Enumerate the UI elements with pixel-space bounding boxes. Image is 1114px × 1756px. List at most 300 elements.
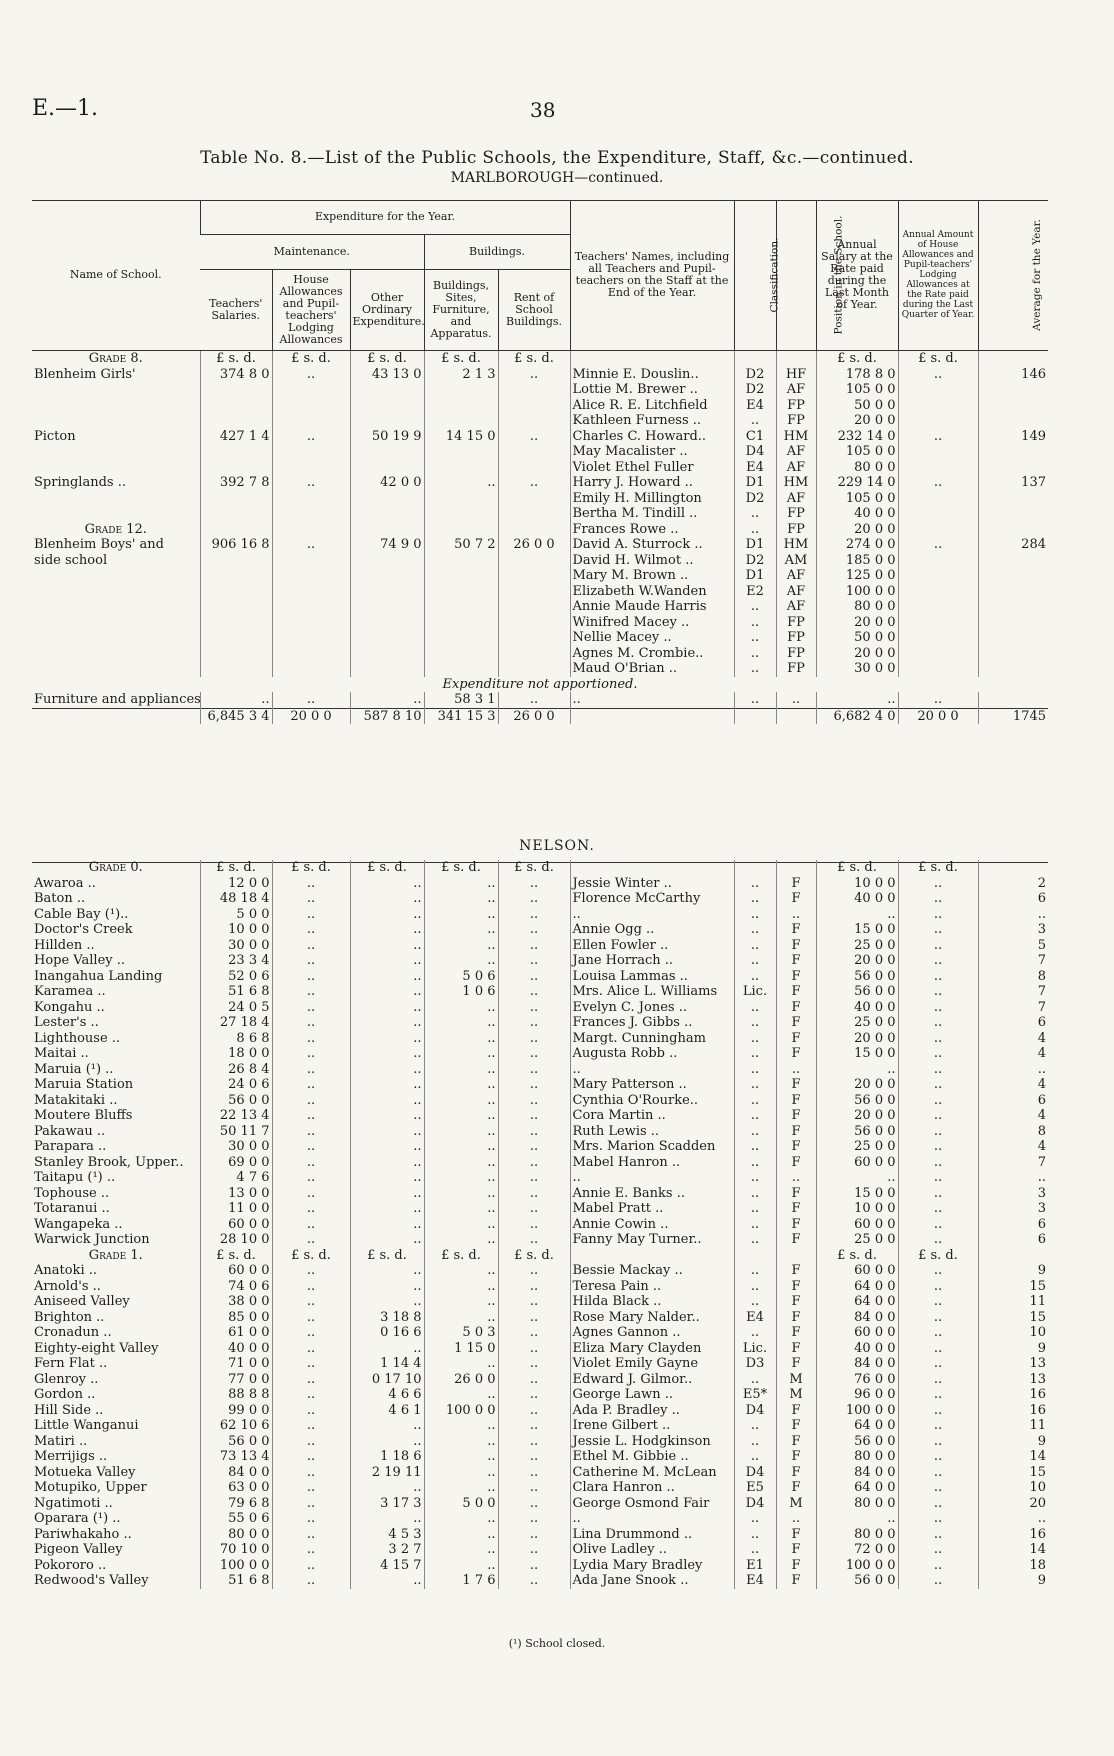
school-name: Kongahu ..	[34, 999, 105, 1015]
table-row	[32, 351, 1048, 367]
position: AF	[776, 444, 816, 460]
house-allowances: ..	[272, 1263, 350, 1279]
classification: E4	[734, 460, 776, 476]
buildings-sites: ..	[424, 1217, 498, 1233]
annual-salary: 60 0 0	[816, 1263, 898, 1279]
house-allowances: ..	[272, 1217, 350, 1233]
other-expenditure	[350, 382, 424, 398]
house-allowances: ..	[272, 475, 350, 491]
school-name: Ngatimoti ..	[34, 1495, 113, 1511]
annual-salary: 20 0 0	[816, 1108, 898, 1124]
teacher-name: Agnes M. Crombie..	[570, 646, 734, 662]
buildings-sites: 1 15 0	[424, 1341, 498, 1357]
salaries: 13 0 0	[200, 1186, 272, 1202]
rent: ..	[498, 1201, 570, 1217]
rent: ..	[498, 1511, 570, 1527]
annual-salary: 20 0 0	[816, 522, 898, 538]
other-expenditure: 3 18 8	[350, 1310, 424, 1326]
table-row	[32, 537, 1048, 553]
rent: ..	[498, 1077, 570, 1093]
other-expenditure: 50 19 9	[350, 429, 424, 445]
other-expenditure	[350, 444, 424, 460]
school-name: Eighty-eight Valley	[34, 1340, 159, 1356]
annual-salary: 84 0 0	[816, 1356, 898, 1372]
col-teachers: Teachers' Names, including all Teachers and Pupil-teachers on the Staff at the End of the Year.	[570, 200, 734, 351]
position: F	[776, 984, 816, 1000]
other-expenditure: ..	[350, 907, 424, 923]
average: 14	[978, 1542, 1048, 1558]
salaries: 4 7 6	[200, 1170, 272, 1186]
house-allowances: ..	[272, 1558, 350, 1574]
lsd-header: £ s. d.	[350, 860, 424, 876]
table-row	[32, 1232, 1048, 1248]
other-expenditure	[350, 646, 424, 662]
school-name: Pakawau ..	[34, 1123, 106, 1139]
buildings-sites: ..	[424, 1356, 498, 1372]
annual-salary: 64 0 0	[816, 1480, 898, 1496]
average: 4	[978, 1108, 1048, 1124]
position: AF	[776, 584, 816, 600]
allowance: ..	[898, 1434, 978, 1450]
average	[978, 382, 1048, 398]
allowance: ..	[898, 1465, 978, 1481]
other-expenditure: 43 13 0	[350, 367, 424, 383]
col-salary: Annual Salary at the Rate paid during the Last Month of Year.	[816, 200, 898, 351]
allowance: ..	[898, 1108, 978, 1124]
table-row	[32, 475, 1048, 491]
school-name: Fern Flat ..	[34, 1356, 108, 1371]
school-name: Matakitaki ..	[34, 1092, 118, 1108]
school-name: Aniseed Valley	[34, 1294, 130, 1309]
salaries: 60 0 0	[200, 1263, 272, 1279]
buildings-sites: ..	[424, 1155, 498, 1171]
school-name	[32, 460, 200, 476]
other-expenditure: 0 17 10	[350, 1372, 424, 1388]
lsd-header	[570, 351, 734, 367]
rent: ..	[498, 1542, 570, 1558]
col-classification: Classification.	[734, 200, 776, 351]
classification: ..	[734, 1263, 776, 1279]
salaries: 85 0 0	[200, 1310, 272, 1326]
position: ..	[776, 1062, 816, 1078]
school-name: Taitapu (¹) ..	[34, 1170, 116, 1185]
buildings-sites	[424, 568, 498, 584]
table-row	[32, 876, 1048, 892]
house-allowances: ..	[272, 984, 350, 1000]
buildings-sites: ..	[424, 907, 498, 923]
other-expenditure: ..	[350, 1108, 424, 1124]
table-row	[32, 1248, 1048, 1264]
classification: D2	[734, 491, 776, 507]
house-allowances: ..	[272, 1062, 350, 1078]
teacher-name: Annie Maude Harris	[570, 599, 734, 615]
house-allowances: ..	[272, 1294, 350, 1310]
house-allowances	[272, 646, 350, 662]
annual-salary: 80 0 0	[816, 460, 898, 476]
rent: ..	[498, 1186, 570, 1202]
grade-heading: Grade 12.	[84, 521, 147, 537]
salaries: 30 0 0	[200, 1139, 272, 1155]
classification: ..	[734, 1155, 776, 1171]
rent: ..	[498, 1155, 570, 1171]
buildings-sites: ..	[424, 1294, 498, 1310]
table-row	[32, 1170, 1048, 1186]
position: HM	[776, 429, 816, 445]
classification: ..	[734, 1046, 776, 1062]
position: F	[776, 1542, 816, 1558]
teacher-name: Mrs. Alice L. Williams	[570, 984, 734, 1000]
col-name: Name of School.	[32, 200, 200, 351]
salaries: 392 7 8	[200, 475, 272, 491]
school-name: Maitai ..	[34, 1046, 89, 1061]
teacher-name: Clara Hanron ..	[570, 1480, 734, 1496]
allowance	[898, 382, 978, 398]
allowance	[898, 491, 978, 507]
teacher-name: Jane Horrach ..	[570, 953, 734, 969]
school-name: Blenheim Girls'	[34, 366, 136, 382]
house-allowances: ..	[272, 1573, 350, 1589]
allowance: ..	[898, 1403, 978, 1419]
buildings-sites: ..	[424, 1186, 498, 1202]
position: F	[776, 1279, 816, 1295]
salaries: 56 0 0	[200, 1093, 272, 1109]
salaries	[200, 630, 272, 646]
annual-salary: 10 0 0	[816, 876, 898, 892]
average: 3	[978, 1201, 1048, 1217]
house-allowances: ..	[272, 1403, 350, 1419]
rent: ..	[498, 1573, 570, 1589]
table-row	[32, 984, 1048, 1000]
other-expenditure: ..	[350, 876, 424, 892]
rent: ..	[498, 475, 570, 491]
average: 11	[978, 1294, 1048, 1310]
other-expenditure	[350, 615, 424, 631]
average: 4	[978, 1139, 1048, 1155]
classification: E4	[734, 1573, 776, 1589]
classification: ..	[734, 413, 776, 429]
average: 8	[978, 1124, 1048, 1140]
position: F	[776, 1263, 816, 1279]
lsd-header: £ s. d.	[200, 351, 272, 367]
total-position	[776, 708, 816, 724]
school-name: Gordon ..	[34, 1387, 96, 1402]
salaries: 62 10 6	[200, 1418, 272, 1434]
position: F	[776, 1480, 816, 1496]
marlborough-table	[32, 200, 1048, 724]
table-row	[32, 1527, 1048, 1543]
position: ..	[776, 907, 816, 923]
house-allowances: ..	[272, 1387, 350, 1403]
house-allowances: ..	[272, 1465, 350, 1481]
position: F	[776, 1201, 816, 1217]
house-allowances: ..	[272, 1418, 350, 1434]
position: FP	[776, 615, 816, 631]
school-name: Totaranui ..	[34, 1201, 110, 1216]
position: F	[776, 938, 816, 954]
average: 16	[978, 1527, 1048, 1543]
average: 3	[978, 922, 1048, 938]
rent	[498, 615, 570, 631]
allowance: ..	[898, 367, 978, 383]
rent: ..	[498, 1294, 570, 1310]
allowance	[898, 630, 978, 646]
classification: E4	[734, 398, 776, 414]
annual-salary: 60 0 0	[816, 1155, 898, 1171]
salaries: 38 0 0	[200, 1294, 272, 1310]
teacher-name: Rose Mary Nalder..	[570, 1310, 734, 1326]
house-allowances: ..	[272, 922, 350, 938]
classification: ..	[734, 1511, 776, 1527]
school-name: Parapara ..	[34, 1139, 107, 1154]
rent: ..	[498, 1139, 570, 1155]
teacher-name: Annie Ogg ..	[570, 922, 734, 938]
school-name	[32, 444, 200, 460]
teacher-name: Elizabeth W.Wanden	[570, 584, 734, 600]
table-row	[32, 646, 1048, 662]
col-other: Other Ordinary Expenditure.	[350, 270, 424, 351]
buildings-sites	[424, 413, 498, 429]
average: 5	[978, 938, 1048, 954]
buildings-sites: ..	[424, 1310, 498, 1326]
allowance	[898, 553, 978, 569]
position: F	[776, 1139, 816, 1155]
table-row	[32, 1465, 1048, 1481]
allowance	[898, 522, 978, 538]
other-expenditure: ..	[350, 1434, 424, 1450]
salaries: 906 16 8	[200, 537, 272, 553]
annual-salary: 100 0 0	[816, 1403, 898, 1419]
annual-salary: 100 0 0	[816, 584, 898, 600]
buildings-sites: ..	[424, 1434, 498, 1450]
allowance	[898, 398, 978, 414]
average	[978, 661, 1048, 677]
house-allowances: ..	[272, 692, 350, 708]
rent: ..	[498, 953, 570, 969]
lsd-header	[734, 860, 776, 876]
annual-salary: 25 0 0	[816, 938, 898, 954]
classification: ..	[734, 599, 776, 615]
buildings-sites: 5 0 6	[424, 969, 498, 985]
school-name: Cable Bay (¹)..	[34, 906, 129, 922]
average	[978, 615, 1048, 631]
other-expenditure: ..	[350, 1279, 424, 1295]
average	[978, 491, 1048, 507]
teacher-name: ..	[570, 1511, 734, 1527]
allowance: ..	[898, 1341, 978, 1357]
rent: ..	[498, 367, 570, 383]
total-average: 1745	[978, 708, 1048, 724]
house-allowances: ..	[272, 876, 350, 892]
average: 284	[978, 537, 1048, 553]
rent	[498, 413, 570, 429]
other-expenditure	[350, 522, 424, 538]
lsd-header: £ s. d.	[272, 351, 350, 367]
buildings-sites	[424, 382, 498, 398]
allowance	[898, 568, 978, 584]
annual-salary: 50 0 0	[816, 398, 898, 414]
average	[978, 584, 1048, 600]
teacher-name: Minnie E. Douslin..	[570, 367, 734, 383]
salaries	[200, 661, 272, 677]
buildings-sites: ..	[424, 1124, 498, 1140]
average: 15	[978, 1310, 1048, 1326]
totals-row	[32, 708, 1048, 724]
rent: ..	[498, 1093, 570, 1109]
position: F	[776, 1108, 816, 1124]
school-name: Inangahua Landing	[34, 968, 163, 984]
teacher-name: Winifred Macey ..	[570, 615, 734, 631]
average: 16	[978, 1403, 1048, 1419]
buildings-sites: 100 0 0	[424, 1403, 498, 1419]
table-row	[32, 1000, 1048, 1016]
salaries: 99 0 0	[200, 1403, 272, 1419]
table-row	[32, 1573, 1048, 1589]
other-expenditure: ..	[350, 1263, 424, 1279]
classification: Lic.	[734, 984, 776, 1000]
teacher-name: George Lawn ..	[570, 1387, 734, 1403]
teacher-name: Maud O'Brian ..	[570, 661, 734, 677]
other-expenditure: ..	[350, 891, 424, 907]
house-allowances: ..	[272, 1511, 350, 1527]
annual-salary: 72 0 0	[816, 1542, 898, 1558]
classification: ..	[734, 1294, 776, 1310]
annual-salary: ..	[816, 692, 898, 708]
position: FP	[776, 661, 816, 677]
table-row	[32, 1434, 1048, 1450]
allowance: ..	[898, 692, 978, 708]
school-name: Maruia (¹) ..	[34, 1061, 114, 1077]
furniture-row	[32, 692, 1048, 708]
allowance: ..	[898, 1124, 978, 1140]
school-name: Wangapeka ..	[34, 1216, 123, 1232]
table-row	[32, 1372, 1048, 1388]
position: AM	[776, 553, 816, 569]
table-row	[32, 891, 1048, 907]
other-expenditure	[350, 599, 424, 615]
average: 3	[978, 1186, 1048, 1202]
rent: ..	[498, 1418, 570, 1434]
allowance: ..	[898, 1310, 978, 1326]
school-name: Hill Side ..	[34, 1402, 104, 1418]
buildings-sites: ..	[424, 891, 498, 907]
position: ..	[776, 1170, 816, 1186]
table-row	[32, 1062, 1048, 1078]
allowance: ..	[898, 1356, 978, 1372]
buildings-sites: ..	[424, 1449, 498, 1465]
other-expenditure	[350, 630, 424, 646]
table-row	[32, 1201, 1048, 1217]
position: F	[776, 1465, 816, 1481]
annual-salary: 105 0 0	[816, 491, 898, 507]
school-name	[32, 382, 200, 398]
house-allowances: ..	[272, 1279, 350, 1295]
teacher-name: Cora Martin ..	[570, 1108, 734, 1124]
classification: ..	[734, 692, 776, 708]
other-expenditure: ..	[350, 1062, 424, 1078]
allowance: ..	[898, 429, 978, 445]
average: 2	[978, 876, 1048, 892]
total-house-allowances: 20 0 0	[272, 708, 350, 724]
position: F	[776, 1573, 816, 1589]
rent: ..	[498, 907, 570, 923]
grade-heading: Grade 0.	[88, 860, 143, 875]
average: 13	[978, 1372, 1048, 1388]
classification: ..	[734, 1031, 776, 1047]
annual-salary: 96 0 0	[816, 1387, 898, 1403]
table-row	[32, 922, 1048, 938]
teacher-name: Margt. Cunningham	[570, 1031, 734, 1047]
classification: ..	[734, 522, 776, 538]
lsd-header	[978, 351, 1048, 367]
position: FP	[776, 413, 816, 429]
not-apportioned-label: Expenditure not apportioned.	[442, 676, 638, 692]
position: F	[776, 1418, 816, 1434]
house-allowances	[272, 382, 350, 398]
classification: D4	[734, 1403, 776, 1419]
teacher-name: Evelyn C. Jones ..	[570, 1000, 734, 1016]
allowance: ..	[898, 1496, 978, 1512]
other-expenditure	[350, 413, 424, 429]
position: F	[776, 969, 816, 985]
allowance: ..	[898, 984, 978, 1000]
rent: ..	[498, 1325, 570, 1341]
grade-heading: Grade 8.	[88, 351, 143, 366]
lsd-header: £ s. d.	[200, 860, 272, 876]
table-row	[32, 1418, 1048, 1434]
house-allowances: ..	[272, 1124, 350, 1140]
table-row	[32, 1031, 1048, 1047]
classification: ..	[734, 1124, 776, 1140]
position: F	[776, 1217, 816, 1233]
salaries: 18 0 0	[200, 1046, 272, 1062]
allowance: ..	[898, 1046, 978, 1062]
position: F	[776, 1155, 816, 1171]
school-name: Little Wanganui	[34, 1418, 139, 1433]
salaries	[200, 491, 272, 507]
col-maintenance: Maintenance.	[200, 235, 424, 270]
house-allowances: ..	[272, 537, 350, 553]
position: M	[776, 1387, 816, 1403]
school-name	[32, 584, 200, 600]
school-name	[32, 506, 200, 522]
table-row	[32, 1341, 1048, 1357]
annual-salary: 229 14 0	[816, 475, 898, 491]
position: F	[776, 1015, 816, 1031]
classification: Lic.	[734, 1341, 776, 1357]
other-expenditure	[350, 398, 424, 414]
average: 7	[978, 953, 1048, 969]
allowance: ..	[898, 475, 978, 491]
allowance: ..	[898, 1387, 978, 1403]
allowance: ..	[898, 1449, 978, 1465]
house-allowances: ..	[272, 1480, 350, 1496]
other-expenditure: ..	[350, 1015, 424, 1031]
house-allowances: ..	[272, 1077, 350, 1093]
salaries: 12 0 0	[200, 876, 272, 892]
buildings-sites: ..	[424, 1201, 498, 1217]
other-expenditure: ..	[350, 1124, 424, 1140]
page-code: E.—1.	[32, 96, 99, 121]
position: AF	[776, 599, 816, 615]
salaries	[200, 506, 272, 522]
table-row	[32, 1558, 1048, 1574]
table-row	[32, 1310, 1048, 1326]
lsd-header: £ s. d.	[816, 860, 898, 876]
classification: ..	[734, 630, 776, 646]
salaries: 88 8 8	[200, 1387, 272, 1403]
buildings-sites	[424, 460, 498, 476]
buildings-sites: ..	[424, 1139, 498, 1155]
